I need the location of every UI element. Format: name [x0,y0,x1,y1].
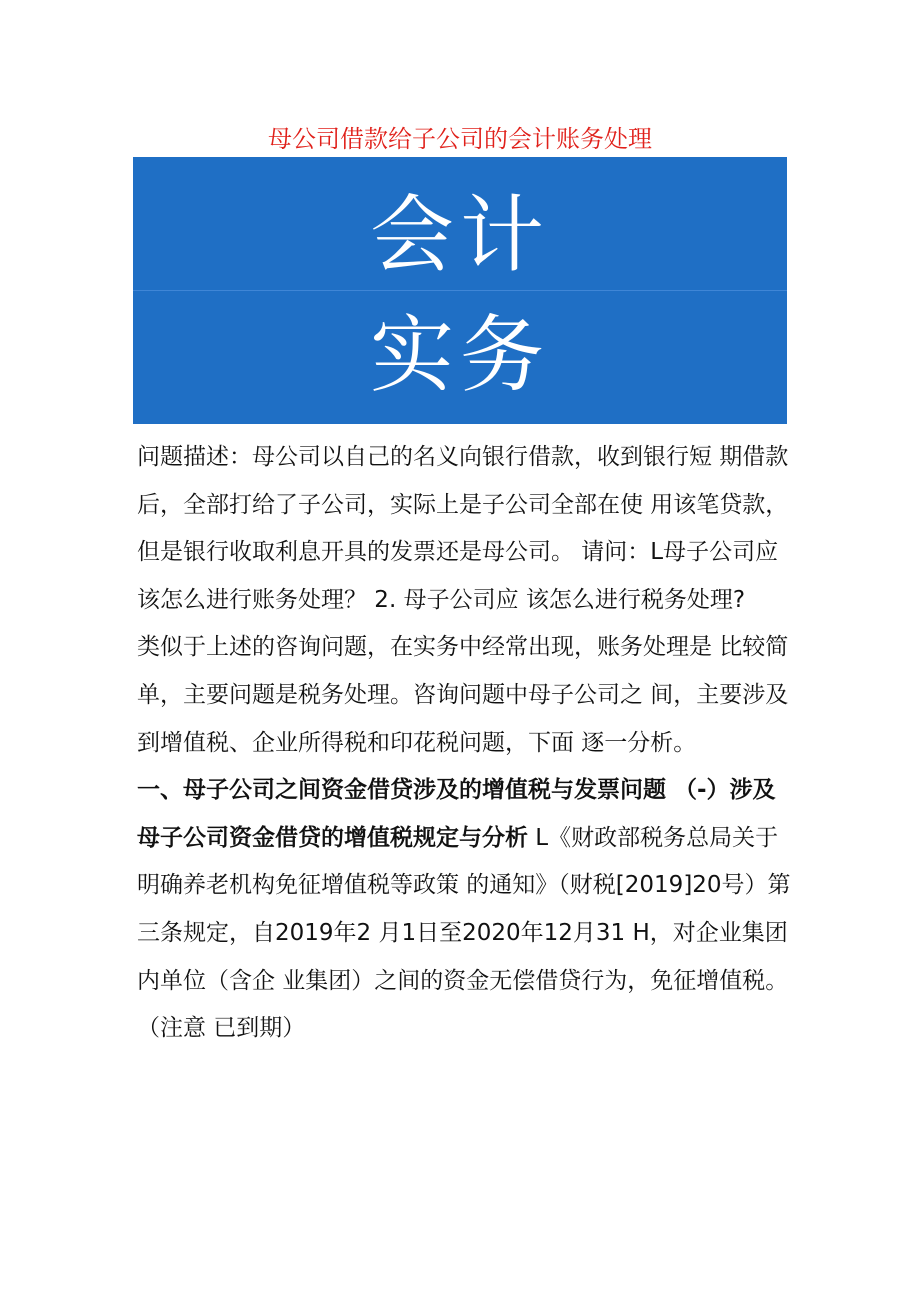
banner-line-1: 会计 [369,186,550,284]
section-text: L《财政部税务总局关于明确养老机构免征增值税等政策 的通知》（财税[2019]20号）第三条规定，自2019年2 月1日至2020年12月31 H，对企业集团内单位（含企 业集团）之间的资金无偿借贷行为，免征增值税。（注意 已到期） [137,824,791,1042]
paragraph-section-1 [137,767,791,1053]
paragraph-question: 问题描述：母公司以自己的名义向银行借款，收到银行短 期借款后，全部打给了子公司，实际上是子公司全部在使 用该笔贷款，但是银行收取利息开具的发票还是母公司。 请问：L母子公司应该怎么进行账务处理？ 2. 母子公司应 该怎么进行税务处理? [137,444,789,613]
banner-divider [133,290,787,291]
section-heading: 一、母子公司之间资金借贷涉及的增值税与发票问题 （-）涉及母子公司资金借贷的增值税规定与分析 [137,777,776,851]
document-title: 母公司借款给子公司的会计账务处理 [268,125,652,153]
paragraph-analysis: 类似于上述的咨询问题，在实务中经常出现，账务处理是 比较简单，主要问题是税务处理。咨询问题中母子公司之 间，主要涉及到增值税、企业所得税和印花税问题，下面 逐一分析。 [137,634,789,756]
banner [133,157,787,424]
banner-line-2: 实务 [369,306,550,404]
document-body [137,434,791,1053]
